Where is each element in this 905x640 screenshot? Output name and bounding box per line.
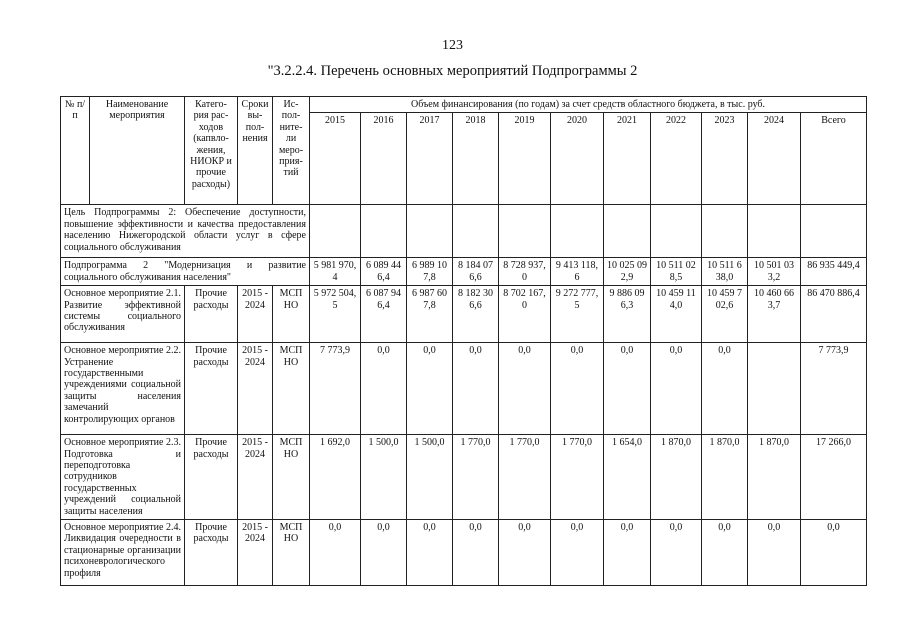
header-executors: Ис-пол-ните-ли меро-прия-тий — [273, 97, 310, 205]
value-cell: 0,0 — [551, 520, 604, 586]
value-cell: 1 654,0 — [604, 435, 651, 520]
header-year: 2021 — [604, 113, 651, 205]
value-cell: 0,0 — [651, 520, 702, 586]
header-year: 2020 — [551, 113, 604, 205]
value-cell: 6 989 107,8 — [407, 258, 453, 286]
total-cell: 17 266,0 — [801, 435, 867, 520]
value-cell — [748, 343, 801, 435]
row-executor: МСП НО — [273, 520, 310, 586]
total-cell: 7 773,9 — [801, 343, 867, 435]
value-cell: 7 773,9 — [310, 343, 361, 435]
value-cell: 0,0 — [551, 343, 604, 435]
value-cell: 0,0 — [453, 343, 499, 435]
row-name: Основное мероприятие 2.4. Ликвидация очередности в стационарные организации психоневрологического профиля — [61, 520, 185, 586]
value-cell: 0,0 — [499, 520, 551, 586]
total-cell: 86 470 886,4 — [801, 286, 867, 343]
row-terms: 2015 - 2024 — [238, 435, 273, 520]
goal-row — [61, 205, 867, 258]
header-name: Наименование мероприятия — [90, 97, 185, 205]
value-cell: 10 511 028,5 — [651, 258, 702, 286]
value-cell: 0,0 — [604, 520, 651, 586]
header-terms: Сроки вы-пол-нения — [238, 97, 273, 205]
table-row — [61, 435, 867, 520]
value-cell: 0,0 — [702, 520, 748, 586]
value-cell: 0,0 — [702, 343, 748, 435]
value-cell: 5 981 970,4 — [310, 258, 361, 286]
row-executor: МСП НО — [273, 343, 310, 435]
value-cell: 0,0 — [453, 520, 499, 586]
page-title: "3.2.2.4. Перечень основных мероприятий Подпрограммы 2 — [267, 63, 638, 79]
value-cell: 8 702 167,0 — [499, 286, 551, 343]
header-row — [61, 97, 867, 113]
value-cell: 10 459 702,6 — [702, 286, 748, 343]
row-terms: 2015 - 2024 — [238, 286, 273, 343]
header-total: Всего — [801, 113, 867, 205]
header-num: № п/п — [61, 97, 90, 205]
header-funding: Объем финансирования (по годам) за счет средств областного бюджета, в тыс. руб. — [310, 97, 867, 113]
value-cell: 8 728 937,0 — [499, 258, 551, 286]
header-year: 2019 — [499, 113, 551, 205]
row-category: Прочие расходы — [185, 435, 238, 520]
row-name: Основное мероприятие 2.3. Подготовка и переподготовка сотрудников государственных учреждений социальной защиты населения — [61, 435, 185, 520]
header-year: 2023 — [702, 113, 748, 205]
value-cell: 0,0 — [407, 343, 453, 435]
table-row — [61, 343, 867, 435]
value-cell: 1 692,0 — [310, 435, 361, 520]
header-category: Катего-рия рас-ходов (капвло-жения, НИОКР и прочие расходы) — [185, 97, 238, 205]
header-year: 2017 — [407, 113, 453, 205]
value-cell: 1 770,0 — [551, 435, 604, 520]
value-cell: 6 087 946,4 — [361, 286, 407, 343]
empty-cell — [651, 205, 702, 258]
value-cell: 0,0 — [310, 520, 361, 586]
value-cell: 0,0 — [361, 520, 407, 586]
header-year: 2016 — [361, 113, 407, 205]
value-cell: 6 987 607,8 — [407, 286, 453, 343]
value-cell: 0,0 — [499, 343, 551, 435]
value-cell: 1 870,0 — [702, 435, 748, 520]
empty-cell — [310, 205, 361, 258]
value-cell: 10 025 092,9 — [604, 258, 651, 286]
row-category: Прочие расходы — [185, 286, 238, 343]
subprogram-row — [61, 258, 867, 286]
row-category: Прочие расходы — [185, 520, 238, 586]
empty-cell — [748, 205, 801, 258]
financing-table — [60, 96, 867, 586]
row-terms: 2015 - 2024 — [238, 343, 273, 435]
row-name: Основное мероприятие 2.2. Устранение государственными учреждениями социальной защиты населения замечаний контролирующих органов — [61, 343, 185, 435]
header-year: 2022 — [651, 113, 702, 205]
empty-cell — [604, 205, 651, 258]
page-number: 123 — [442, 38, 463, 53]
value-cell: 1 500,0 — [361, 435, 407, 520]
subprogram-name: Подпрограмма 2 "Модернизация и развитие социального обслуживания населения" — [61, 258, 310, 286]
empty-cell — [801, 205, 867, 258]
empty-cell — [361, 205, 407, 258]
value-cell: 9 272 777,5 — [551, 286, 604, 343]
header-year: 2015 — [310, 113, 361, 205]
total-cell: 0,0 — [801, 520, 867, 586]
value-cell: 10 501 033,2 — [748, 258, 801, 286]
empty-cell — [499, 205, 551, 258]
empty-cell — [551, 205, 604, 258]
value-cell: 5 972 504,5 — [310, 286, 361, 343]
value-cell: 6 089 446,4 — [361, 258, 407, 286]
header-year: 2024 — [748, 113, 801, 205]
value-cell: 10 459 114,0 — [651, 286, 702, 343]
empty-cell — [702, 205, 748, 258]
row-executor: МСП НО — [273, 286, 310, 343]
row-category: Прочие расходы — [185, 343, 238, 435]
value-cell: 0,0 — [407, 520, 453, 586]
value-cell: 8 182 306,6 — [453, 286, 499, 343]
empty-cell — [453, 205, 499, 258]
table-row — [61, 286, 867, 343]
value-cell: 0,0 — [651, 343, 702, 435]
row-executor: МСП НО — [273, 435, 310, 520]
value-cell: 9 413 118,6 — [551, 258, 604, 286]
value-cell: 9 886 096,3 — [604, 286, 651, 343]
value-cell: 0,0 — [748, 520, 801, 586]
value-cell: 8 184 076,6 — [453, 258, 499, 286]
value-cell: 1 770,0 — [499, 435, 551, 520]
value-cell: 10 511 638,0 — [702, 258, 748, 286]
table-row — [61, 520, 867, 586]
value-cell: 1 870,0 — [748, 435, 801, 520]
value-cell: 10 460 663,7 — [748, 286, 801, 343]
empty-cell — [407, 205, 453, 258]
row-terms: 2015 - 2024 — [238, 520, 273, 586]
header-year: 2018 — [453, 113, 499, 205]
value-cell: 1 770,0 — [453, 435, 499, 520]
value-cell: 0,0 — [361, 343, 407, 435]
total-cell: 86 935 449,4 — [801, 258, 867, 286]
value-cell: 0,0 — [604, 343, 651, 435]
goal-text: Цель Подпрограммы 2: Обеспечение доступности, повышение эффективности и качества предоставления населению Нижегородской области услуг в сфере социального обслуживания — [61, 205, 310, 258]
row-name: Основное мероприятие 2.1. Развитие эффективной системы социального обслуживания — [61, 286, 185, 343]
value-cell: 1 500,0 — [407, 435, 453, 520]
value-cell: 1 870,0 — [651, 435, 702, 520]
